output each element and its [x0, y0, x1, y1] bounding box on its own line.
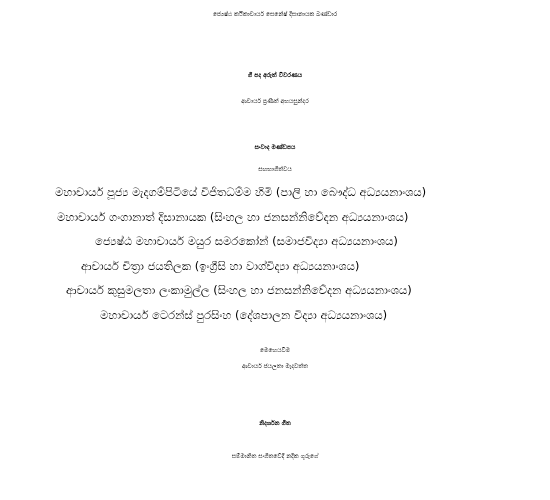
- panel-member: ජ්‍යෙෂ්ඨ මහාචාර්ය මයුර සමරකෝන් (සමාජවිද්‍යා අධ්‍යයනාංශය): [95, 234, 398, 248]
- panel-member: ආචාර්ය කුසුමලතා ලංකාමුල්ල (සිංහල හා ජනසන්නිවේදන අධ්‍යයනාංශය): [66, 283, 412, 297]
- demo-name: සම්මානිත සංගීතවේදී නදීක ගුරුගේ: [231, 453, 319, 460]
- panel-member: මහාචාර්ය ටෙරන්ස් පුරසිංහ (දේශපාලන විද්‍යා අධ්‍යයනාංශය): [100, 308, 388, 322]
- intro-name: ජ්‍යෙෂ්ඨ කථිකාචාර්ය සෙනේෂ් දිසානායක බණ්ඩාර: [212, 11, 338, 18]
- panel-member: මහාචාර්ය ගංගානාත් දිසානායක (සිංහල හා ජනසන්නිවේදන අධ්‍යයනාංශය): [57, 210, 409, 224]
- panel-member: මහාචාර්ය පූජ්‍ය මැදගම්පිටියේ විජිතධම්ම හිමි (පාලි හා බෞද්ධ අධ්‍යයනාංශය): [55, 185, 427, 199]
- panel-heading: සංවාද මණ්ඩපය: [254, 144, 296, 151]
- lyrics-heading: ගී පද අරුත් විවරණය: [247, 72, 303, 79]
- moderator-label: මෙහෙයවීම: [259, 347, 291, 354]
- demo-heading: නිදර්ශන ගීත: [259, 420, 291, 427]
- lyrics-name: ආචාර්ය ප්‍රණීත් අභයසුන්දර: [241, 98, 309, 105]
- panel-member: ආචාර්ය චිත්‍රා ජයතිලක (ඉංග්‍රීසි හා වාග්විද්‍යා අධ්‍යයනාංශය): [81, 259, 360, 273]
- moderator-name: ආචාර්ය ජයලතා මැදවත්ත: [241, 363, 309, 370]
- panel-subheading: සහභාගීත්වය: [258, 166, 292, 173]
